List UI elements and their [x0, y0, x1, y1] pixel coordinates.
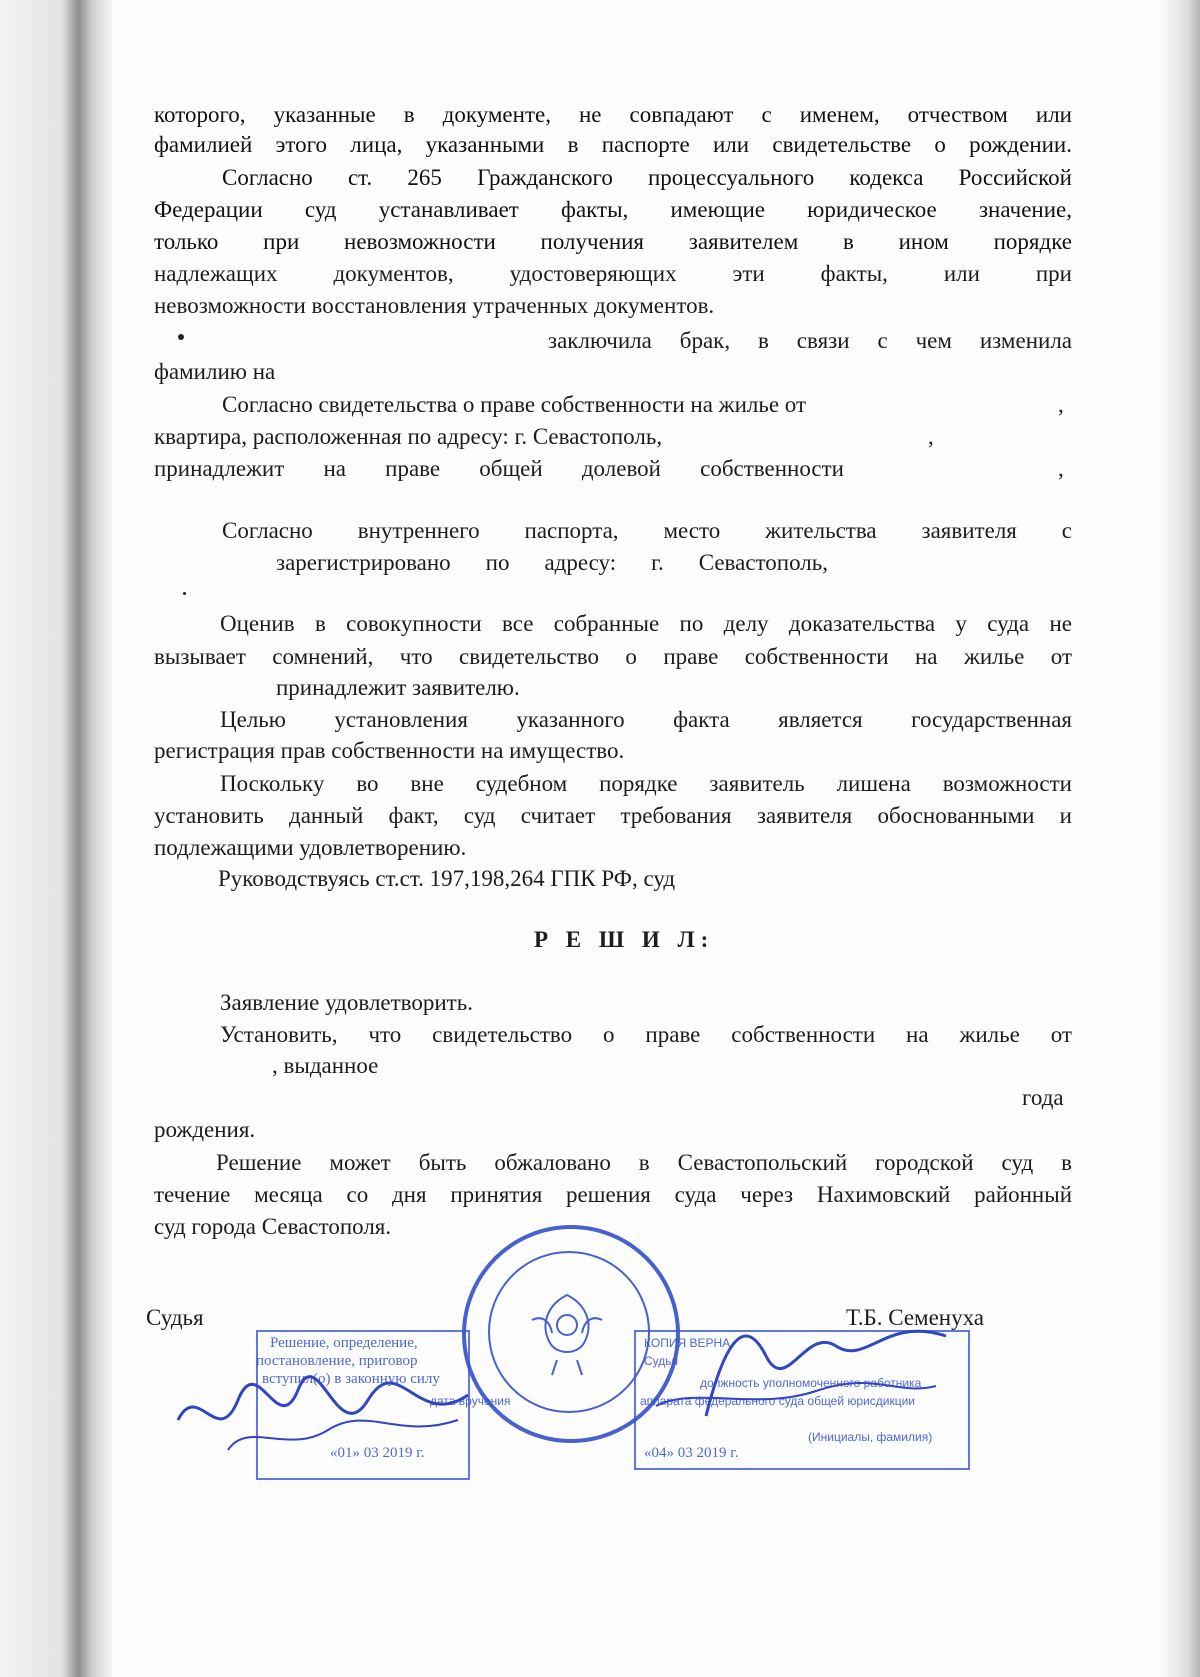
text-line: Оценив в совокупности все собранные по делу доказательства у суда не [220, 611, 1072, 636]
text-line: вызывает сомнений, что свидетельство о праве собственности на жилье от [154, 644, 1072, 669]
stamp-line: «04» 03 2019 г. [644, 1445, 739, 1461]
text-line: Руководствуясь ст.ст. 197,198,264 ГПК РФ, суд [218, 866, 676, 891]
bullet-mark [178, 334, 184, 340]
text-line: Установить, что свидетельство о праве собственности на жилье от [220, 1022, 1072, 1047]
redacted-comma: , [1058, 456, 1064, 481]
judge-name: Т.Б. Семенуха [846, 1305, 985, 1330]
redacted-comma: , [1058, 392, 1064, 417]
text-line: суд города Севастополя. [154, 1214, 392, 1239]
stamp-line: КОПИЯ ВЕРНА [644, 1336, 731, 1350]
stamp-line: постановление, приговор [256, 1353, 418, 1369]
text-line: установить данный факт, суд считает требования заявителя обоснованными и [154, 803, 1072, 828]
stamp-line: (Инициалы, фамилия) [808, 1430, 933, 1444]
text-line: только при невозможности получения заявителем в ином порядке [154, 229, 1072, 254]
text-line: Согласно внутреннего паспорта, место жительства заявителя с [222, 518, 1072, 543]
text-line: зарегистрировано по адресу: г. Севастополь, [276, 550, 828, 575]
text-line: заключила брак, в связи с чем изменила [548, 328, 1072, 353]
signature-scribble-left [168, 1360, 498, 1470]
text-line: рождения. [154, 1117, 256, 1142]
text-line: невозможности восстановления утраченных документов. [154, 293, 715, 318]
text-line: принадлежит заявителю. [276, 675, 520, 700]
bullet-mark [183, 592, 186, 595]
text-line: надлежащих документов, удостоверяющих эти факты, или при [154, 261, 1072, 286]
scan-shadow-left [0, 0, 112, 1677]
scan-shadow-right [1160, 0, 1200, 1677]
text-line: подлежащими удовлетворению. [154, 835, 467, 860]
decision-heading: Р Е Ш И Л: [534, 927, 715, 952]
redacted-comma: , [928, 424, 934, 449]
judge-role: Судья [146, 1305, 204, 1330]
stamp-line: Судья [644, 1354, 679, 1368]
stamp-line: дата вручения [430, 1394, 511, 1408]
text-line: регистрация прав собственности на имущество. [154, 738, 625, 763]
text-line: квартира, расположенная по адресу: г. Севастополь, [154, 424, 663, 449]
stamp-line: «01» 03 2019 г. [330, 1445, 425, 1461]
text-line: , выданное [272, 1053, 379, 1078]
text-line: Решение может быть обжаловано в Севастопольский городской суд в [216, 1150, 1072, 1175]
text-line: Заявление удовлетворить. [220, 990, 473, 1015]
text-line: Федерации суд устанавливает факты, имеющие юридическое значение, [154, 197, 1072, 222]
signature-scribble-right [636, 1296, 966, 1436]
stamp-line: Решение, определение, [270, 1335, 418, 1351]
stamp-line: должность уполномоченного работника [700, 1376, 922, 1390]
text-line: фамилию на [154, 359, 276, 384]
text-line: Целью установления указанного факта является государственная [220, 707, 1072, 732]
text-line: года [1022, 1085, 1064, 1110]
stamp-line: вступил(о) в законную силу [262, 1371, 440, 1387]
stamp-line: аппарата федерального суда общей юрисдикции [640, 1394, 915, 1408]
text-line: Поскольку во вне судебном порядке заявитель лишена возможности [220, 771, 1072, 796]
text-line: Согласно ст. 265 Гражданского процессуального кодекса Российской [222, 165, 1072, 190]
text-line: которого, указанные в документе, не совпадают с именем, отчеством или [154, 102, 1072, 127]
text-line: течение месяца со дня принятия решения суда через Нахимовский районный [154, 1182, 1072, 1207]
text-line: фамилией этого лица, указанными в паспорте или свидетельстве о рождении. [154, 132, 1072, 157]
text-line: Согласно свидетельства о праве собственности на жилье от [222, 392, 807, 417]
text-line: принадлежит на праве общей долевой собственности [154, 456, 844, 481]
